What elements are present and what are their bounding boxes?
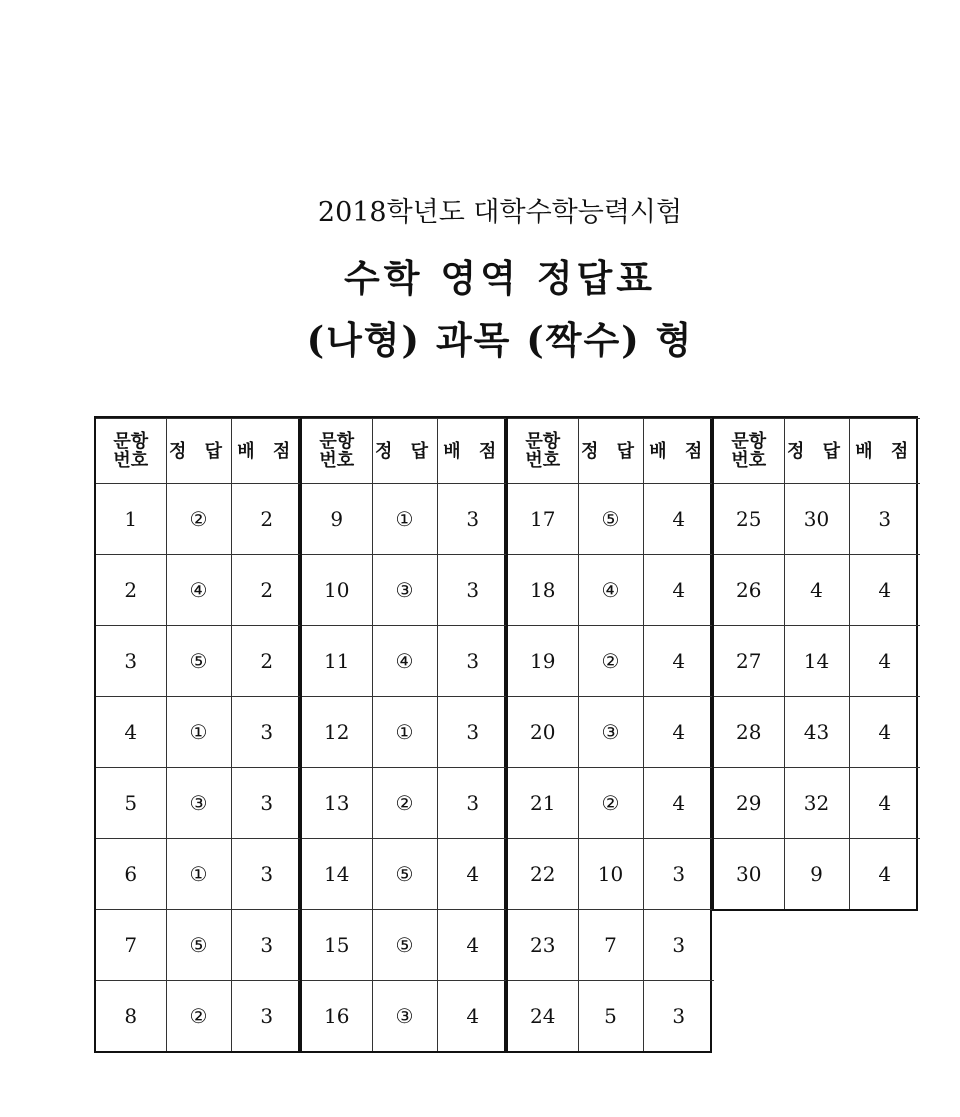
question-number: 1 <box>96 484 166 555</box>
question-number: 4 <box>96 697 166 768</box>
answer-cell: 43 <box>784 697 849 768</box>
header-answer: 정 답 <box>578 419 643 484</box>
question-number: 21 <box>508 768 578 839</box>
header-number-label: 문항번호 <box>319 431 355 471</box>
question-number: 20 <box>508 697 578 768</box>
points-cell: 3 <box>643 839 714 910</box>
header-number <box>508 419 578 484</box>
points-cell: 4 <box>437 910 508 981</box>
points-cell: 4 <box>643 484 714 555</box>
points-cell: 3 <box>437 555 508 626</box>
table-row <box>714 768 920 839</box>
table-row <box>302 555 508 626</box>
question-number: 15 <box>302 910 372 981</box>
question-number: 23 <box>508 910 578 981</box>
table-row <box>302 768 508 839</box>
table-row <box>714 626 920 697</box>
question-number: 3 <box>96 626 166 697</box>
table-row <box>508 981 714 1052</box>
header-number <box>302 419 372 484</box>
question-number: 18 <box>508 555 578 626</box>
header-answer: 정 답 <box>166 419 231 484</box>
answer-cell: 4 <box>784 555 849 626</box>
points-cell: 4 <box>849 555 920 626</box>
question-number: 6 <box>96 839 166 910</box>
answer-cell: ② <box>578 626 643 697</box>
answer-block-3 <box>506 416 712 1053</box>
points-cell: 4 <box>643 555 714 626</box>
points-cell: 2 <box>231 484 302 555</box>
question-number: 7 <box>96 910 166 981</box>
table-row <box>96 910 302 981</box>
answer-cell: ② <box>372 768 437 839</box>
question-number: 2 <box>96 555 166 626</box>
answer-cell: ① <box>166 839 231 910</box>
question-number: 22 <box>508 839 578 910</box>
points-cell: 3 <box>231 839 302 910</box>
question-number: 9 <box>302 484 372 555</box>
table-row <box>96 484 302 555</box>
question-number: 24 <box>508 981 578 1052</box>
points-cell: 3 <box>437 484 508 555</box>
answer-cell: ⑤ <box>372 910 437 981</box>
table-row <box>96 697 302 768</box>
answer-cell: ① <box>372 484 437 555</box>
points-cell: 3 <box>437 768 508 839</box>
header-row <box>302 419 508 484</box>
table-row <box>508 839 714 910</box>
table-row <box>714 839 920 910</box>
header-number-label: 문항번호 <box>113 431 149 471</box>
table-row <box>96 981 302 1052</box>
table-row <box>302 839 508 910</box>
points-cell: 3 <box>231 910 302 981</box>
question-number: 17 <box>508 484 578 555</box>
points-cell: 4 <box>849 626 920 697</box>
table-row <box>714 697 920 768</box>
question-number: 14 <box>302 839 372 910</box>
answer-cell: 30 <box>784 484 849 555</box>
points-cell: 3 <box>231 768 302 839</box>
table-row <box>508 910 714 981</box>
answer-cell: 5 <box>578 981 643 1052</box>
points-cell: 4 <box>643 768 714 839</box>
question-number: 8 <box>96 981 166 1052</box>
question-number: 28 <box>714 697 784 768</box>
table-row <box>96 768 302 839</box>
header-answer: 정 답 <box>784 419 849 484</box>
answer-cell: ③ <box>372 555 437 626</box>
points-cell: 2 <box>231 626 302 697</box>
answer-cell: ② <box>578 768 643 839</box>
answer-cell: ⑤ <box>166 910 231 981</box>
answer-cell: ④ <box>166 555 231 626</box>
header-points: 배 점 <box>643 419 714 484</box>
answer-block-2 <box>300 416 506 1053</box>
question-number: 26 <box>714 555 784 626</box>
answer-cell: ④ <box>372 626 437 697</box>
table-row <box>96 626 302 697</box>
question-number: 19 <box>508 626 578 697</box>
header-number-label: 문항번호 <box>525 431 561 471</box>
question-number: 10 <box>302 555 372 626</box>
header-points: 배 점 <box>437 419 508 484</box>
answer-cell: ② <box>166 981 231 1052</box>
header-answer: 정 답 <box>372 419 437 484</box>
table-row <box>302 626 508 697</box>
table-row <box>96 555 302 626</box>
question-number: 16 <box>302 981 372 1052</box>
header-points: 배 점 <box>231 419 302 484</box>
header-number-label: 문항번호 <box>731 431 767 471</box>
points-cell: 2 <box>231 555 302 626</box>
header-number <box>714 419 784 484</box>
table-row <box>302 697 508 768</box>
answer-cell: ③ <box>578 697 643 768</box>
answer-cell: ④ <box>578 555 643 626</box>
table-row <box>508 484 714 555</box>
table-row <box>508 555 714 626</box>
answer-cell: 32 <box>784 768 849 839</box>
answer-cell: 9 <box>784 839 849 910</box>
points-cell: 4 <box>437 981 508 1052</box>
question-number: 25 <box>714 484 784 555</box>
question-number: 27 <box>714 626 784 697</box>
points-cell: 4 <box>849 768 920 839</box>
answer-cell: ① <box>166 697 231 768</box>
answer-cell: ③ <box>166 768 231 839</box>
answer-cell: ② <box>166 484 231 555</box>
question-number: 12 <box>302 697 372 768</box>
answer-cell: ⑤ <box>578 484 643 555</box>
points-cell: 4 <box>437 839 508 910</box>
table-row <box>508 626 714 697</box>
table-row <box>302 981 508 1052</box>
answer-cell: 14 <box>784 626 849 697</box>
answer-block-1 <box>94 416 300 1053</box>
answer-cell: 10 <box>578 839 643 910</box>
answer-cell: 7 <box>578 910 643 981</box>
answer-cell: ⑤ <box>166 626 231 697</box>
subject-title: 수학 영역 정답표 <box>344 256 656 300</box>
points-cell: 3 <box>231 697 302 768</box>
type-title: (나형) 과목 (짝수) 형 <box>306 318 694 362</box>
exam-title: 2018학년도 대학수학능력시험 <box>317 197 683 228</box>
points-cell: 4 <box>849 697 920 768</box>
table-row <box>302 910 508 981</box>
header-row <box>714 419 920 484</box>
header-number <box>96 419 166 484</box>
points-cell: 3 <box>437 626 508 697</box>
points-cell: 4 <box>643 626 714 697</box>
table-row <box>508 697 714 768</box>
points-cell: 4 <box>643 697 714 768</box>
answer-cell: ① <box>372 697 437 768</box>
table-row <box>714 555 920 626</box>
question-number: 29 <box>714 768 784 839</box>
table-row <box>714 484 920 555</box>
table-row <box>96 839 302 910</box>
answer-cell: ③ <box>372 981 437 1052</box>
header-row <box>508 419 714 484</box>
points-cell: 3 <box>643 910 714 981</box>
question-number: 30 <box>714 839 784 910</box>
table-row <box>302 484 508 555</box>
points-cell: 4 <box>849 839 920 910</box>
points-cell: 3 <box>437 697 508 768</box>
points-cell: 3 <box>643 981 714 1052</box>
header-points: 배 점 <box>849 419 920 484</box>
answer-cell: ⑤ <box>372 839 437 910</box>
question-number: 13 <box>302 768 372 839</box>
question-number: 5 <box>96 768 166 839</box>
points-cell: 3 <box>849 484 920 555</box>
answer-block-4 <box>712 416 918 911</box>
points-cell: 3 <box>231 981 302 1052</box>
question-number: 11 <box>302 626 372 697</box>
header-row <box>96 419 302 484</box>
table-row <box>508 768 714 839</box>
